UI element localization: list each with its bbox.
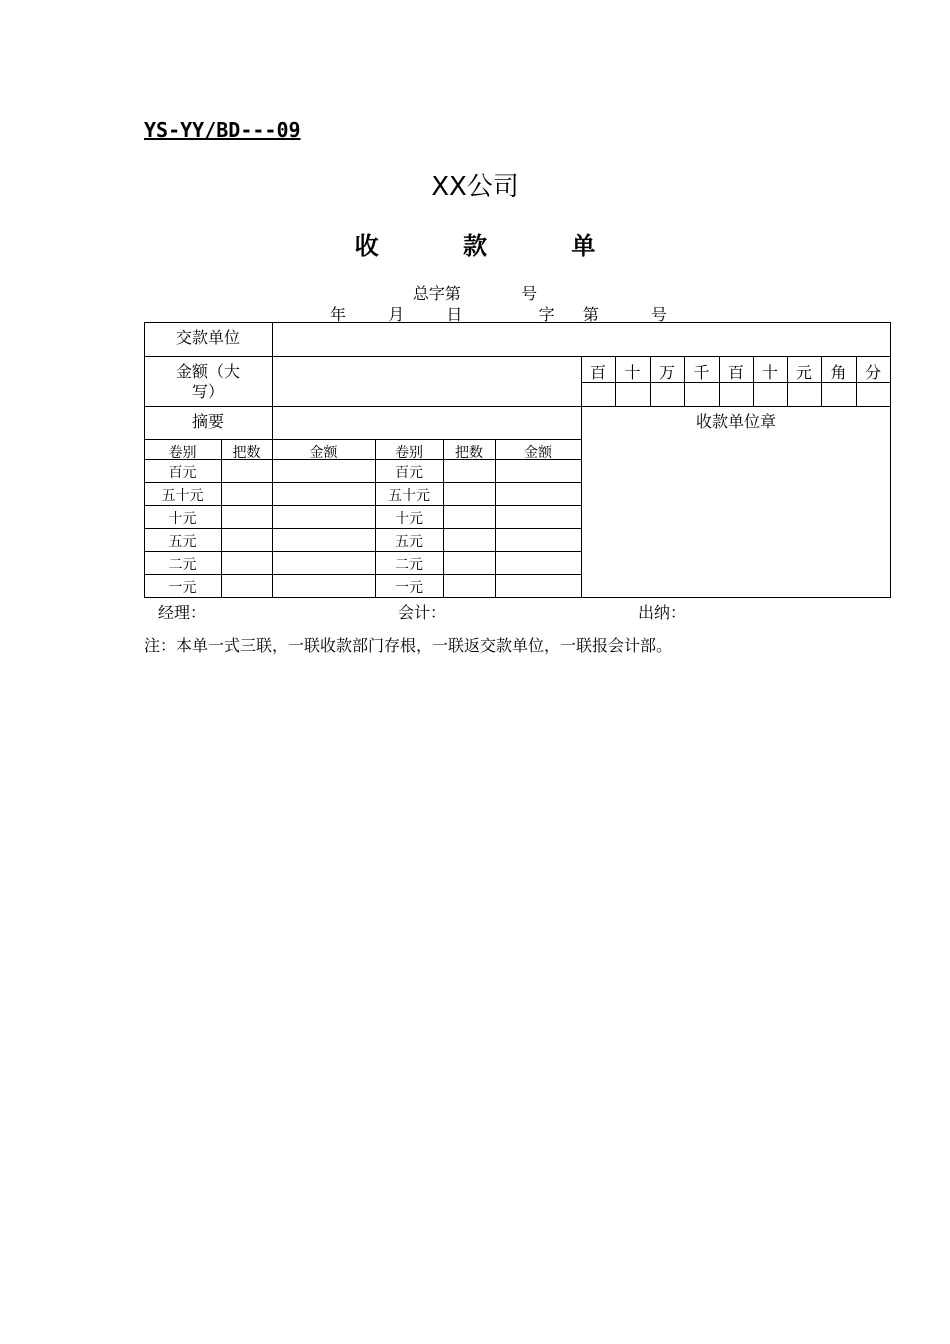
denom-left: 一元 (168, 580, 197, 596)
digit-label: 百 (727, 363, 744, 382)
digit-label: 千 (693, 363, 710, 382)
form-title (0, 226, 950, 261)
denom-header: 金额 (309, 445, 338, 461)
denom-header: 把数 (455, 445, 483, 461)
denom-header: 卷别 (168, 445, 197, 461)
denom-left: 五十元 (161, 488, 204, 504)
row-divider (144, 439, 581, 440)
row-divider (144, 528, 581, 529)
payer-value[interactable] (273, 323, 890, 356)
footnote: 注：本单一式三联，一联收款部门存根，一联返交款单位，一联报会计部。 (144, 636, 673, 655)
date-day: 日 (446, 305, 463, 324)
denom-right: 十元 (395, 511, 423, 527)
title-char-2: 款 (463, 231, 487, 260)
denom-left: 百元 (168, 465, 197, 481)
total-serial-suffix: 号 (521, 284, 538, 303)
manager-label: 经理： (158, 603, 207, 622)
denom-right: 五元 (395, 534, 423, 550)
digit-label: 十 (761, 363, 778, 382)
serial-zi: 字 (538, 305, 555, 324)
document-code: YS-YY/BD---09 (144, 118, 301, 142)
row-divider (144, 505, 581, 506)
serial-hao: 号 (651, 305, 668, 324)
digit-label: 十 (624, 363, 641, 382)
cashier-label: 出纳： (638, 603, 687, 622)
amount-value[interactable] (273, 357, 581, 406)
amount-label-line1: 金额（大 (175, 362, 240, 381)
stamp-label: 收款单位章 (695, 412, 776, 431)
denom-header: 金额 (524, 445, 552, 461)
title-char-1: 收 (354, 231, 379, 260)
payer-label: 交款单位 (175, 328, 240, 347)
digit-label: 分 (864, 363, 881, 382)
denom-right: 二元 (395, 557, 423, 573)
denom-left: 五元 (168, 534, 197, 550)
denom-right: 一元 (395, 580, 423, 596)
denom-col-divider (272, 439, 273, 598)
accountant-label: 会计： (398, 603, 447, 622)
digit-label: 百 (589, 363, 606, 382)
title-char-3: 单 (571, 231, 596, 260)
denom-right: 五十元 (388, 488, 430, 504)
denom-right: 百元 (395, 465, 423, 481)
denom-header: 把数 (232, 445, 261, 461)
row-divider (144, 551, 581, 552)
company-name: XX公司 (431, 172, 519, 202)
denom-col-divider (495, 439, 496, 598)
denom-col-divider (221, 439, 222, 598)
digit-label: 万 (658, 363, 675, 382)
summary-value[interactable] (273, 407, 581, 439)
row-divider (144, 482, 581, 483)
row-divider (144, 574, 581, 575)
digit-label: 元 (795, 363, 812, 382)
summary-label: 摘要 (191, 412, 224, 431)
denom-header: 卷别 (395, 445, 423, 461)
denom-left: 二元 (168, 557, 197, 573)
date-year: 年 (330, 305, 347, 324)
total-serial-prefix: 总字第 (412, 284, 461, 303)
amount-label (144, 362, 272, 402)
denom-col-divider (443, 439, 444, 598)
digit-label: 角 (830, 363, 847, 382)
date-month: 月 (388, 305, 405, 324)
total-serial-line (0, 281, 950, 304)
col-divider (581, 356, 582, 598)
serial-di: 第 (582, 305, 599, 324)
denom-left: 十元 (168, 511, 197, 527)
amount-label-line2: 写） (191, 382, 224, 401)
